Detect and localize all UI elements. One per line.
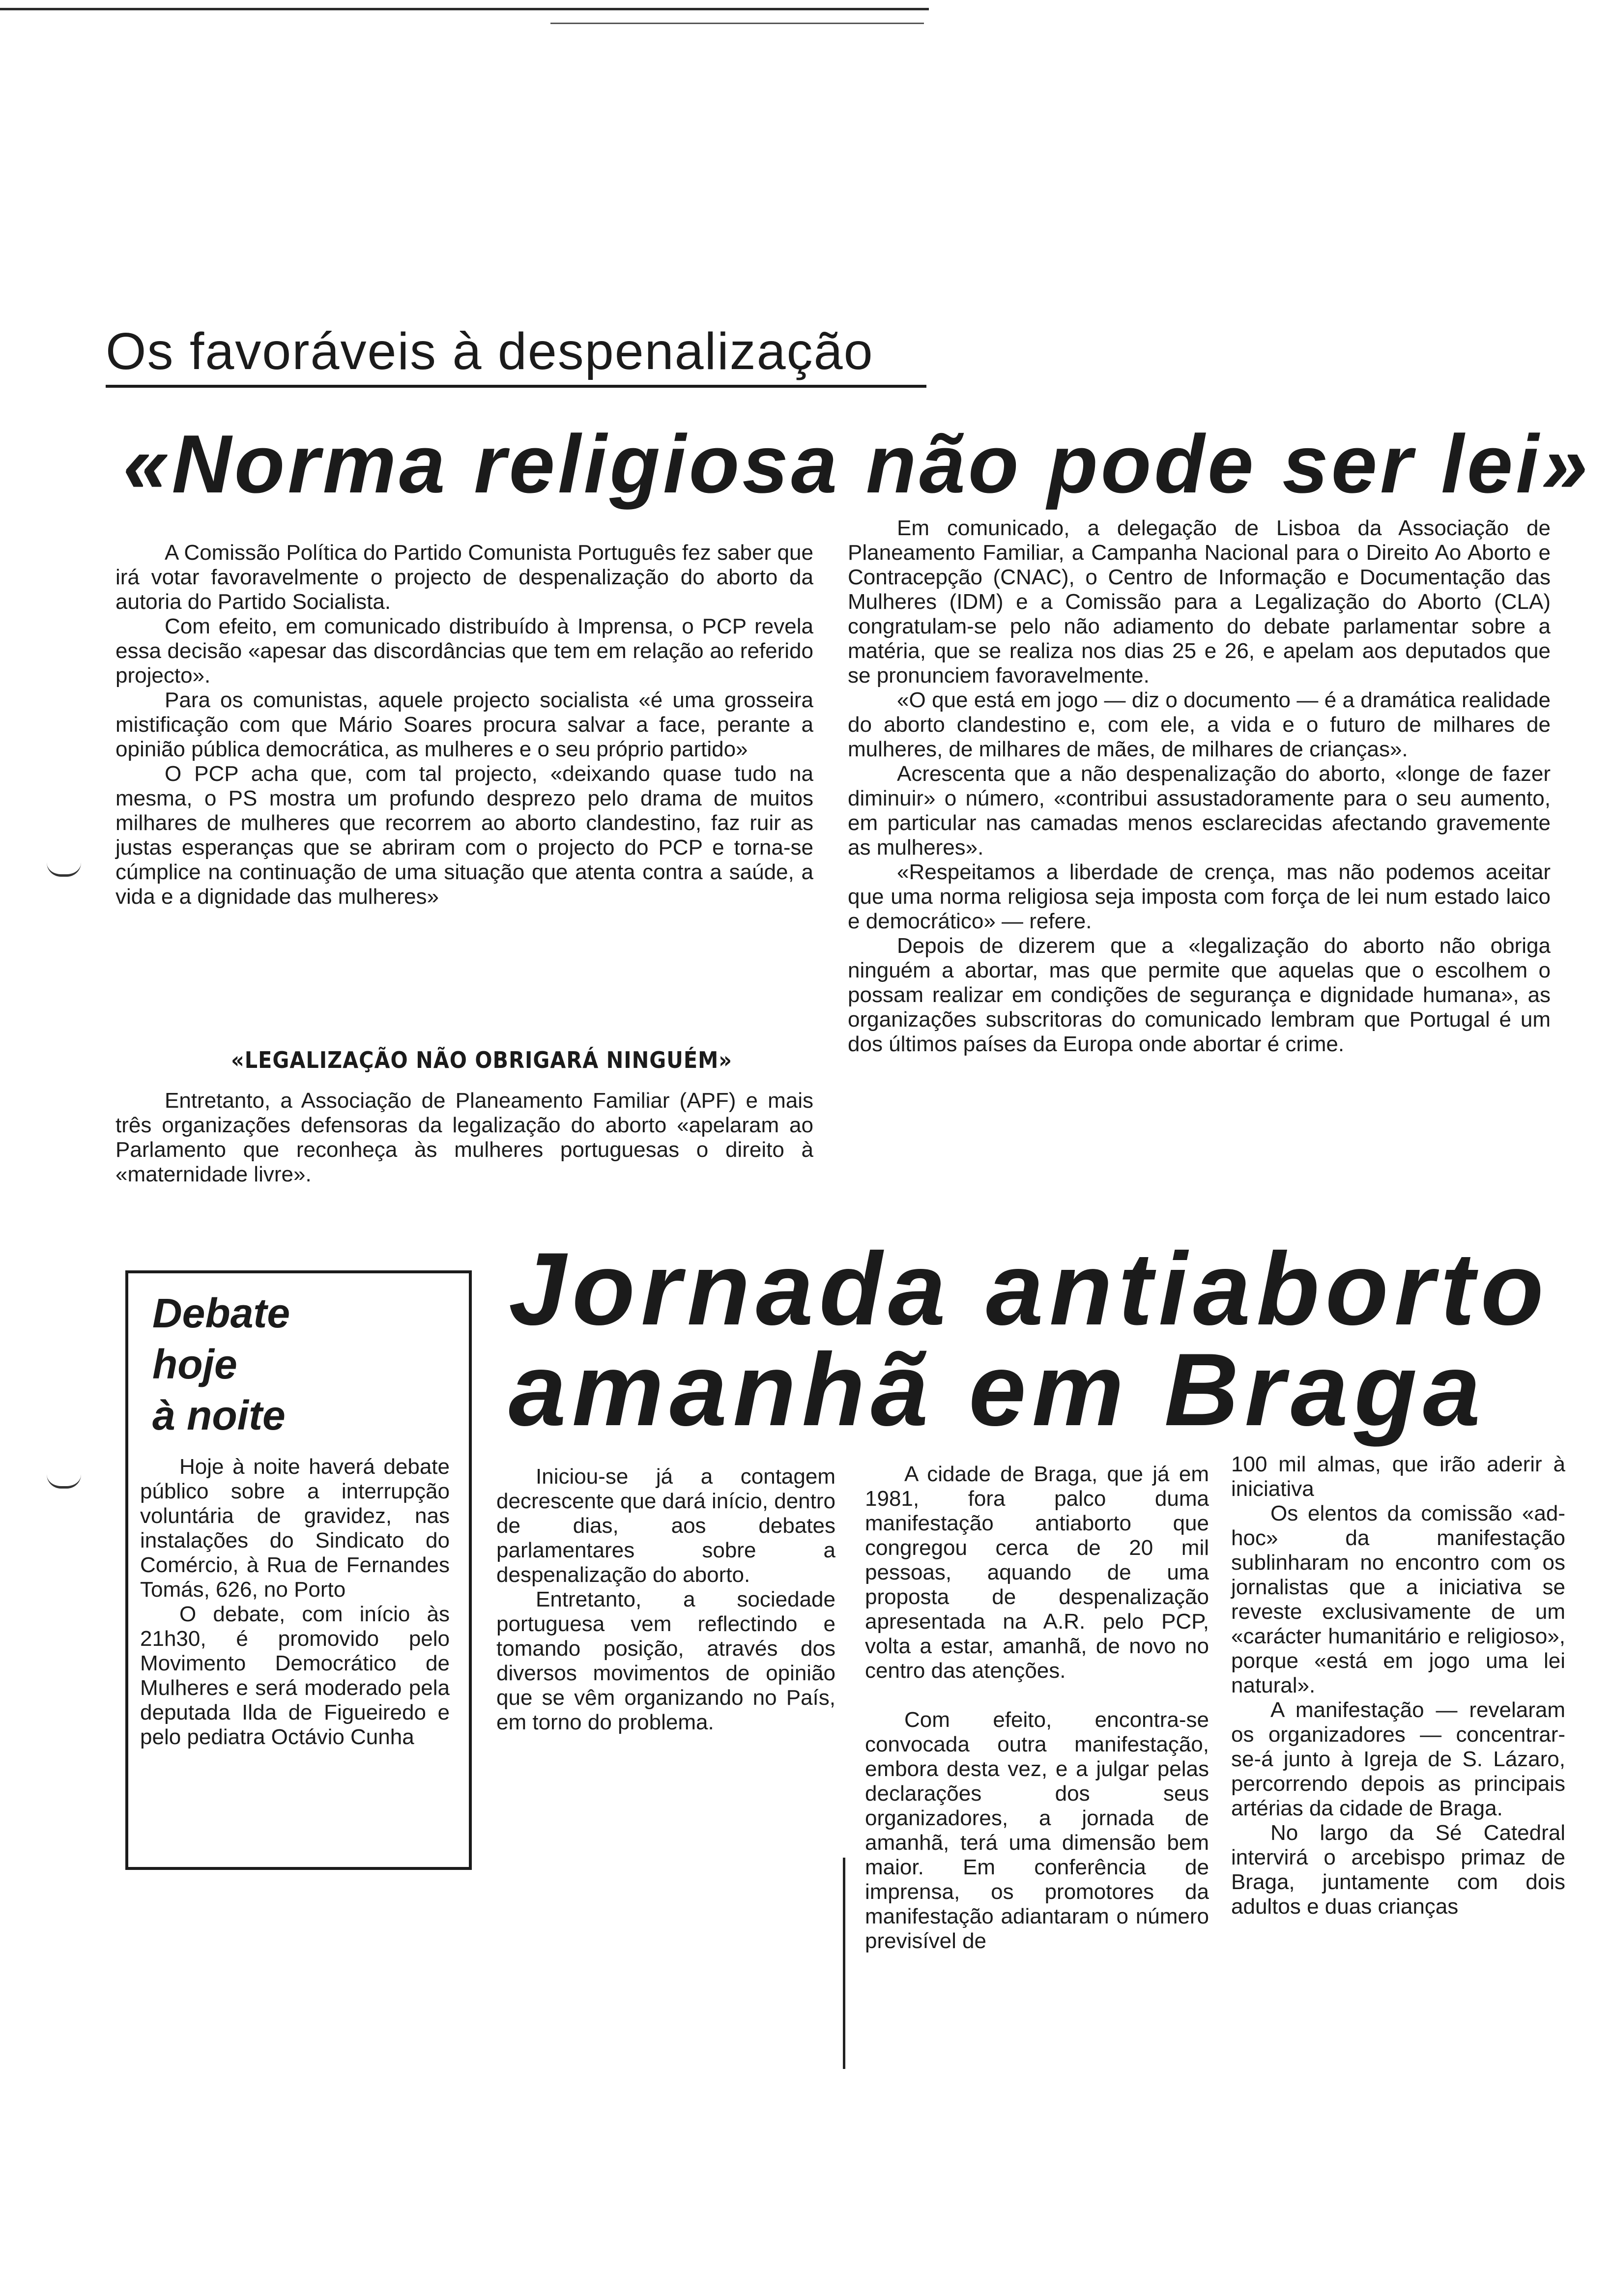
- article1-subheading: «LEGALIZAÇÃO NÃO OBRIGARÁ NINGUÉM»: [231, 1047, 733, 1073]
- sidebar-title: [152, 1288, 428, 1441]
- paragraph: Depois de dizerem que a «legalização do aborto não obriga ninguém a abortar, mas que permite que aquelas que o escolhem o possam realizar em condições de segurança e dignidade humana», as organizações subscritoras do comunicado lembram que Portugal é um dos últimos países da Europa onde abortar é crime.: [848, 934, 1551, 1056]
- paragraph: A cidade de Braga, que já em 1981, fora palco duma manifestação antiaborto que congregou cerca de 20 mil pessoas, aquando de uma proposta de despenalização apresentada na A.R. pelo PCP, volta a estar, amanhã, de novo no centro das atenções.: [865, 1462, 1209, 1683]
- sidebar-body: [140, 1455, 450, 1750]
- article1-headline: «Norma religiosa não pode ser lei»: [123, 418, 1591, 510]
- headline-line: amanhã em Braga: [509, 1332, 1487, 1447]
- scan-edge-line-thin: [550, 23, 924, 24]
- sidebar-title-line: à noite: [152, 1392, 286, 1438]
- paragraph: A manifestação — revelaram os organizadores — concentrar-se-á junto à Igreja de S. Lázaro, percorrendo depois as principais artérias da cidade de Braga.: [1231, 1698, 1565, 1820]
- paragraph: Hoje à noite haverá debate público sobre a interrupção voluntária de gravidez, nas instalações do Sindicato do Comércio, à Rua de Fernandes Tomás, 626, no Porto: [140, 1455, 450, 1602]
- paragraph: Com efeito, encontra-se convocada outra manifestação, embora desta vez, e a julgar pelas declarações dos seus organizadores, a jornada de amanhã, terá uma dimensão bem maior. Em conferência de imprensa, os promotores da manifestação adiantaram o número previsível de: [865, 1708, 1209, 1953]
- scan-edge-line: [0, 8, 929, 10]
- sidebar-title-line: Debate: [152, 1290, 290, 1336]
- paragraph: A Comissão Política do Partido Comunista Português fez saber que irá votar favoravelmente o projecto de despenalização do aborto da autoria do Partido Socialista.: [115, 541, 813, 614]
- paragraph: Com efeito, em comunicado distribuído à Imprensa, o PCP revela essa decisão «apesar das discordâncias que tem em relação ao referido projecto».: [115, 614, 813, 688]
- article2-column-1: [496, 1464, 835, 1735]
- article2-column-3: [1231, 1452, 1565, 1919]
- article1-left-column: [115, 541, 813, 909]
- paragraph: «Respeitamos a liberdade de crença, mas não podemos aceitar que uma norma religiosa seja imposta com força de lei num estado laico e democrático» — refere.: [848, 860, 1551, 933]
- binder-mark: [47, 1474, 81, 1489]
- article1-left-column-after: [115, 1089, 813, 1187]
- paragraph: Acrescenta que a não despenalização do aborto, «longe de fazer diminuir» o número, «contribui assustadoramente para o seu aumento, em particular nas camadas menos esclarecidas afectando gravemente as mulheres».: [848, 762, 1551, 860]
- paragraph: «O que está em jogo — diz o documento — é a dramática realidade do aborto clandestino e, com ele, a vida e o futuro de milhares de mulheres, de milhares de mães, de milhares de crianças».: [848, 688, 1551, 761]
- headline-line: Jornada antiaborto: [509, 1231, 1550, 1347]
- binder-mark: [47, 862, 81, 877]
- paragraph: Para os comunistas, aquele projecto socialista «é uma grosseira mistificação com que Mário Soares procura salvar a face, perante a opinião pública democrática, as mulheres e o seu próprio partido»: [115, 688, 813, 761]
- paragraph: No largo da Sé Catedral intervirá o arcebispo primaz de Braga, juntamente com dois adultos e duas crianças: [1231, 1821, 1565, 1919]
- paragraph: Entretanto, a Associação de Planeamento Familiar (APF) e mais três organizações defensoras da legalização do aborto «apelaram ao Parlamento que reconheça às mulheres portuguesas o direito à «maternidade livre».: [115, 1089, 813, 1186]
- paragraph: Iniciou-se já a contagem decrescente que dará início, dentro de dias, aos debates parlamentares sobre a despenalização do aborto.: [496, 1464, 835, 1587]
- paragraph: 100 mil almas, que irão aderir à iniciativa: [1231, 1452, 1565, 1501]
- article2-column-2: [865, 1462, 1209, 1953]
- paragraph: Em comunicado, a delegação de Lisboa da Associação de Planeamento Familiar, a Campanha Nacional para o Direito Ao Aborto e Contracepção (CNAC), o Centro de Informação e Documentação das Mulheres (IDM) e a Comissão para a Legalização do Aborto (CLA) congratulam-se pelo não adiamento do debate parlamentar sobre a matéria, que se realiza nos dias 25 e 26, e apelam aos deputados que se pronunciem favoravelmente.: [848, 516, 1551, 688]
- column-rule: [843, 1858, 845, 2069]
- paragraph: O debate, com início às 21h30, é promovido pelo Movimento Democrático de Mulheres e será moderado pela deputada Ilda de Figueiredo e pelo pediatra Octávio Cunha: [140, 1602, 450, 1749]
- paragraph: O PCP acha que, com tal projecto, «deixando quase tudo na mesma, o PS mostra um profundo desprezo pelo drama de muitos milhares de mulheres que recorrem ao aborto clandestino, faz ruir as justas esperanças que se abriram com o projecto do PCP e torna-se cúmplice na continuação de uma situação que atenta contra a saúde, a vida e a dignidade das mulheres»: [115, 762, 813, 909]
- sidebar-title-line: hoje: [152, 1341, 237, 1387]
- article1-kicker: Os favoráveis à despenalização: [106, 324, 926, 388]
- paragraph: Entretanto, a sociedade portuguesa vem reflectindo e tomando posição, através dos diversos movimentos de opinião que se vêm organizando no País, em torno do problema.: [496, 1587, 835, 1734]
- article1-right-column: [848, 516, 1551, 1057]
- paragraph: Os elentos da comissão «ad-hoc» da manifestação sublinharam no encontro com os jornalistas que a iniciativa se reveste exclusivamente de um «carácter humanitário e religioso», porque «está em jogo uma lei natural».: [1231, 1501, 1565, 1697]
- article2-headline: [509, 1231, 1565, 1447]
